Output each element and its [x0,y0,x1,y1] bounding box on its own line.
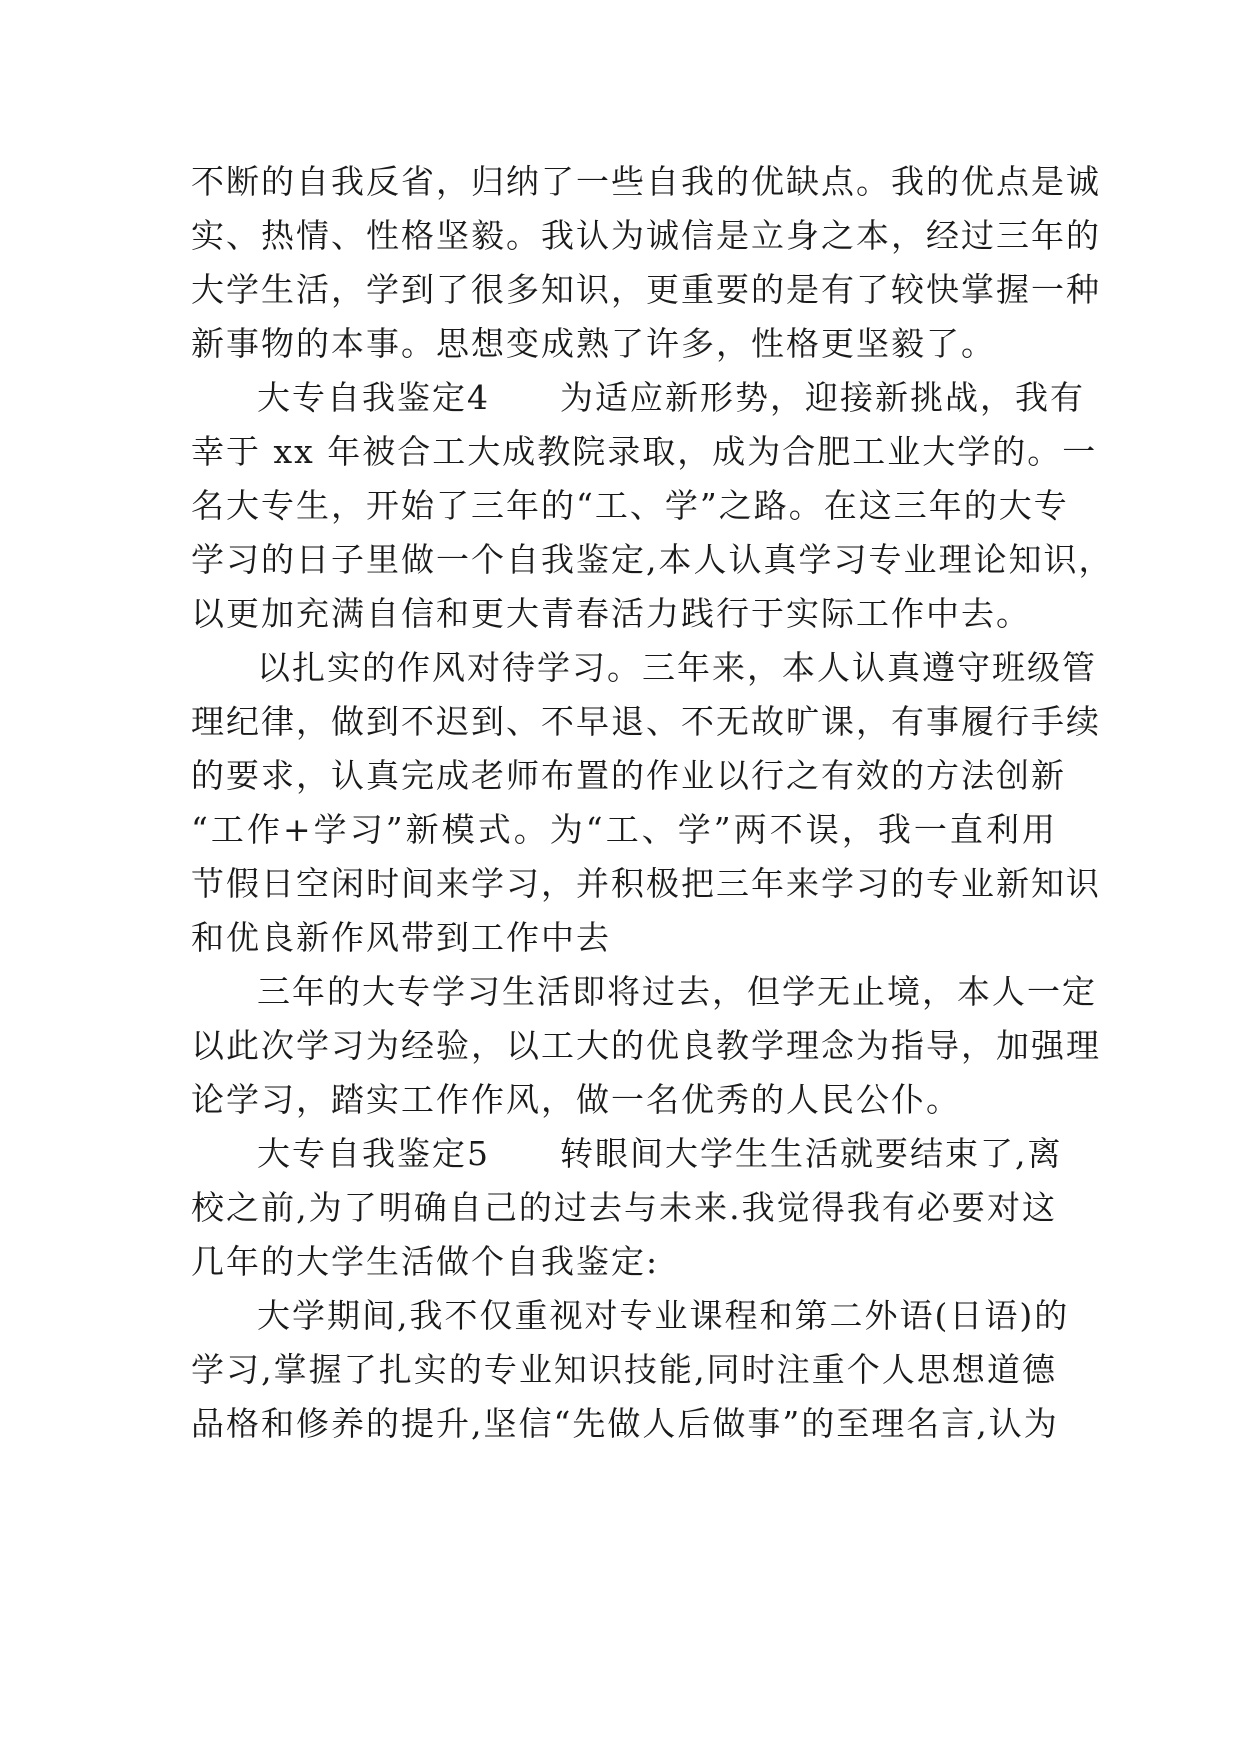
text-line: 幸于 xx 年被合工大成教院录取，成为合肥工业大学的。一 [191,432,1098,471]
text-line: 几年的大学生活做个自我鉴定: [191,1242,660,1281]
section-heading-line [191,1127,1063,1181]
text-line: 和优良新作风带到工作中去 [191,918,611,957]
text-line: “工作+学习”新模式。为“工、学”两不误，我一直利用 [191,810,1057,849]
text-line: 大学期间,我不仅重视对专业课程和第二外语(日语)的 [257,1296,1070,1335]
section-heading: 大专自我鉴定4 [257,378,490,417]
text-line: 校之前,为了明确自己的过去与未来.我觉得我有必要对这 [191,1188,1057,1227]
document-body [191,155,1114,1451]
text-line: 新事物的本事。思想变成熟了许多，性格更坚毅了。 [191,324,996,363]
text-line: 学习,掌握了扎实的专业知识技能,同时注重个人思想道德 [191,1350,1057,1389]
text-line: 为适应新形势，迎接新挑战，我有 [560,378,1085,417]
text-line: 节假日空闲时间来学习，并积极把三年来学习的专业新知识 [191,864,1101,903]
text-line: 名大专生，开始了三年的“工、学”之路。在这三年的大专 [191,486,1069,525]
text-line: 的要求，认真完成老师布置的作业以行之有效的方法创新 [191,756,1066,795]
text-line: 学习的日子里做一个自我鉴定,本人认真学习专业理论知识， [191,540,1114,579]
text-line: 不断的自我反省，归纳了一些自我的优缺点。我的优点是诚 [191,162,1101,201]
text-line: 实、热情、性格坚毅。我认为诚信是立身之本，经过三年的 [191,216,1101,255]
section-heading-line [191,371,1085,425]
text-line: 理纪律，做到不迟到、不早退、不无故旷课，有事履行手续 [191,702,1101,741]
text-line: 品格和修养的提升,坚信“先做人后做事”的至理名言,认为 [191,1404,1059,1443]
text-line: 转眼间大学生生活就要结束了,离 [560,1134,1063,1173]
text-line: 以扎实的作风对待学习。三年来，本人认真遵守班级管 [257,648,1097,687]
text-line: 以更加充满自信和更大青春活力践行于实际工作中去。 [191,594,1031,633]
text-line: 三年的大专学习生活即将过去，但学无止境，本人一定 [257,972,1097,1011]
section-heading: 大专自我鉴定5 [257,1134,490,1173]
text-line: 以此次学习为经验，以工大的优良教学理念为指导，加强理 [191,1026,1101,1065]
text-line: 论学习，踏实工作作风，做一名优秀的人民公仆。 [191,1080,961,1119]
text-line: 大学生活，学到了很多知识，更重要的是有了较快掌握一种 [191,270,1101,309]
